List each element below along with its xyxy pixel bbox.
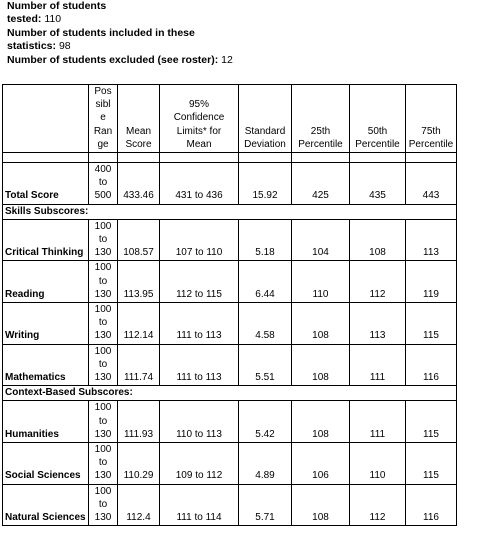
p75-cell: 443	[406, 163, 457, 205]
header-mean-score	[118, 85, 160, 153]
p75-cell: 116	[406, 344, 457, 386]
confidence-cell: 111 to 113	[160, 344, 239, 386]
confidence-cell: 111 to 114	[160, 484, 239, 526]
spacer-cell	[350, 153, 406, 163]
context-section-row	[3, 386, 457, 401]
std-dev-cell: 15.92	[239, 163, 292, 205]
header-line: Standard	[244, 125, 286, 137]
header-label-cell	[3, 85, 89, 153]
excluded-line: Number of students excluded (see roster): 12	[7, 53, 233, 66]
spacer-cell	[406, 153, 457, 163]
row-label: Mathematics	[3, 344, 89, 386]
header-line: Deviation	[244, 138, 286, 150]
header-line: Ran	[93, 125, 113, 137]
row-label: Critical Thinking	[3, 219, 89, 261]
table-row	[3, 401, 457, 443]
spacer-cell	[3, 153, 89, 163]
p75-cell: 115	[406, 401, 457, 443]
included-value: 98	[58, 40, 71, 53]
header-line: Pos	[94, 86, 112, 97]
table-row	[3, 484, 457, 526]
header-line: e	[100, 112, 106, 124]
mean-score-cell: 112.14	[118, 303, 160, 345]
skills-section-row	[3, 204, 457, 219]
tested-line: tested: 110	[7, 13, 62, 26]
spacer-cell	[89, 153, 118, 163]
row-label: Social Sciences	[3, 443, 89, 485]
row-label: Humanities	[3, 401, 89, 443]
confidence-cell: 109 to 112	[160, 443, 239, 485]
mean-score-cell: 113.95	[118, 261, 160, 303]
range-line: 500	[94, 190, 112, 202]
header-75th-percentile	[406, 85, 457, 153]
total-score-row	[3, 163, 457, 205]
p50-cell: 112	[350, 261, 406, 303]
header-50th-percentile	[350, 85, 406, 153]
header-possible-range	[89, 85, 118, 153]
header-line: Mean	[186, 138, 212, 150]
possible-range-cell	[89, 401, 118, 443]
p75-cell: 113	[406, 219, 457, 261]
column-header-row	[3, 85, 457, 153]
range-line: 400	[94, 164, 112, 176]
mean-score-cell: 111.74	[118, 344, 160, 386]
header-confidence-limits	[160, 85, 239, 153]
confidence-cell: 110 to 113	[160, 401, 239, 443]
p25-cell: 425	[292, 163, 350, 205]
range-line: 130	[94, 470, 112, 482]
p50-cell: 111	[350, 401, 406, 443]
spacer-cell	[118, 153, 160, 163]
spacer-cell	[160, 153, 239, 163]
header-line: Score	[125, 138, 152, 150]
header-line: sibl	[95, 99, 111, 111]
range-line: to	[98, 358, 108, 370]
std-dev-cell: 4.58	[239, 303, 292, 345]
p50-cell: 111	[350, 344, 406, 386]
statistics-table	[2, 84, 457, 526]
range-line: to	[98, 234, 108, 246]
header-line: 95%	[188, 99, 209, 111]
included-label-line-1: Number of students included in these	[7, 26, 195, 39]
std-dev-cell: 4.89	[239, 443, 292, 485]
range-line: to	[98, 415, 108, 427]
p50-cell: 435	[350, 163, 406, 205]
header-line: Percentile	[408, 138, 454, 150]
range-line: 130	[94, 247, 112, 259]
range-line: 130	[94, 428, 112, 440]
range-line: 130	[94, 288, 112, 300]
std-dev-cell: 5.71	[239, 484, 292, 526]
p25-cell: 108	[292, 303, 350, 345]
mean-score-cell: 112.4	[118, 484, 160, 526]
mean-score-cell: 108.57	[118, 219, 160, 261]
row-label: Writing	[3, 303, 89, 345]
table-row	[3, 261, 457, 303]
range-line: 130	[94, 512, 112, 524]
p75-cell: 115	[406, 443, 457, 485]
table-row	[3, 443, 457, 485]
possible-range-cell	[89, 344, 118, 386]
p75-cell: 115	[406, 303, 457, 345]
range-line: to	[98, 457, 108, 469]
tested-label-line-1: Number of students	[7, 0, 107, 12]
included-line: statistics: 98	[7, 40, 71, 53]
spacer-row	[3, 153, 457, 163]
range-line: to	[98, 498, 108, 510]
confidence-cell: 431 to 436	[160, 163, 239, 205]
p25-cell: 104	[292, 219, 350, 261]
confidence-cell: 111 to 113	[160, 303, 239, 345]
header-25th-percentile	[292, 85, 350, 153]
std-dev-cell: 6.44	[239, 261, 292, 303]
section-heading: Context-Based Subscores:	[3, 386, 457, 401]
possible-range-cell	[89, 484, 118, 526]
range-line: 100	[94, 444, 112, 456]
p50-cell: 113	[350, 303, 406, 345]
range-line: 100	[94, 262, 112, 274]
header-line: Mean	[125, 125, 151, 137]
p25-cell: 108	[292, 344, 350, 386]
range-line: 100	[94, 304, 112, 316]
header-line: Limits* for	[176, 125, 222, 137]
range-line: 130	[94, 372, 112, 384]
table-row	[3, 344, 457, 386]
p50-cell: 112	[350, 484, 406, 526]
row-label: Natural Sciences	[3, 484, 89, 526]
table-row	[3, 303, 457, 345]
spacer-cell	[239, 153, 292, 163]
p25-cell: 108	[292, 401, 350, 443]
header-line: 50th	[367, 125, 388, 137]
range-line: to	[98, 317, 108, 329]
excluded-value: 12	[221, 53, 233, 66]
p50-cell: 110	[350, 443, 406, 485]
range-line: to	[98, 275, 108, 287]
possible-range-cell	[89, 261, 118, 303]
std-dev-cell: 5.18	[239, 219, 292, 261]
possible-range-cell	[89, 163, 118, 205]
header-line: Confidence	[173, 112, 225, 124]
p75-cell: 116	[406, 484, 457, 526]
possible-range-cell	[89, 443, 118, 485]
header-line: ge	[97, 138, 109, 150]
spacer-cell	[292, 153, 350, 163]
confidence-cell: 112 to 115	[160, 261, 239, 303]
range-line: to	[98, 177, 108, 189]
range-line: 100	[94, 485, 112, 497]
header-line: 25th	[310, 125, 331, 137]
section-heading: Skills Subscores:	[3, 204, 457, 219]
p25-cell: 110	[292, 261, 350, 303]
header-line: Percentile	[355, 138, 400, 150]
possible-range-cell	[89, 303, 118, 345]
tested-value: 110	[44, 13, 62, 26]
p75-cell: 119	[406, 261, 457, 303]
header-line: Percentile	[298, 138, 343, 150]
std-dev-cell: 5.51	[239, 344, 292, 386]
summary-header	[7, 0, 477, 67]
header-line: 75th	[421, 125, 441, 137]
p50-cell: 108	[350, 219, 406, 261]
mean-score-cell: 110.29	[118, 443, 160, 485]
row-label: Total Score	[3, 163, 89, 205]
range-line: 100	[94, 220, 112, 232]
range-line: 130	[94, 330, 112, 342]
p25-cell: 106	[292, 443, 350, 485]
range-line: 100	[94, 402, 112, 414]
range-line: 100	[94, 345, 112, 357]
p25-cell: 108	[292, 484, 350, 526]
confidence-cell: 107 to 110	[160, 219, 239, 261]
mean-score-cell: 433.46	[118, 163, 160, 205]
table-row	[3, 219, 457, 261]
header-standard-deviation	[239, 85, 292, 153]
std-dev-cell: 5.42	[239, 401, 292, 443]
row-label: Reading	[3, 261, 89, 303]
possible-range-cell	[89, 219, 118, 261]
mean-score-cell: 111.93	[118, 401, 160, 443]
